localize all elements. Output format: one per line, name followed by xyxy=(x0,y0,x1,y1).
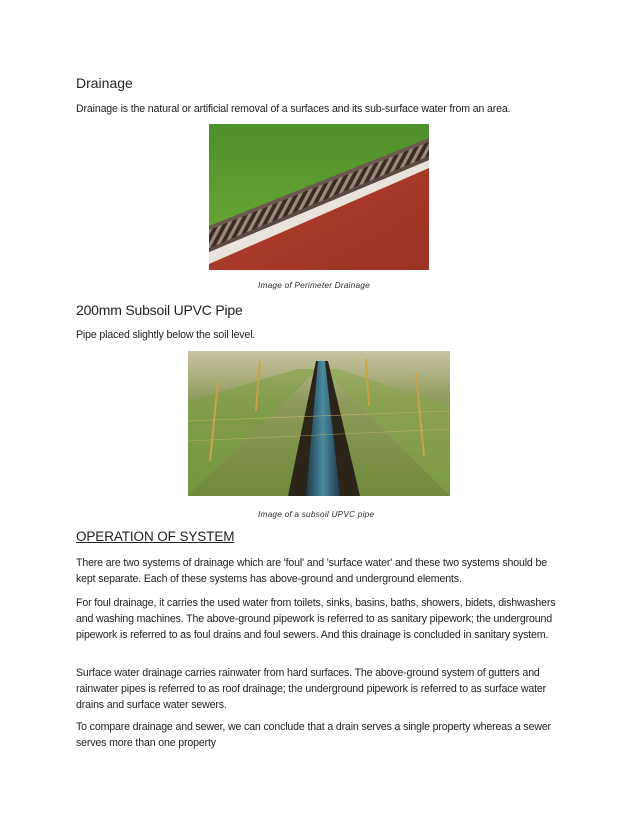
perimeter-drainage-image xyxy=(209,124,429,270)
operation-paragraph: There are two systems of drainage which are 'foul' and 'surface water' and these two systems should be kept separate. Each of these systems has above-ground and underground elements. xyxy=(76,557,547,585)
perimeter-drainage-caption: Image of Perimeter Drainage xyxy=(258,280,370,290)
operation-paragraph: Surface water drainage carries rainwater from hard surfaces. The above-ground system of gutters and rainwater pipes is referred to as roof drainage; the underground pipework is referred to as surface water drains and surface water sewers. xyxy=(76,667,547,711)
subsoil-pipe-caption: Image of a subsoil UPVC pipe xyxy=(258,509,375,519)
pipe-heading: 200mm Subsoil UPVC Pipe xyxy=(76,302,243,318)
operation-paragraph: For foul drainage, it carries the used water from toilets, sinks, basins, baths, showers, bidets, dishwashers and washing machines. The above-ground pipework is referred to as sanitary pipework; the underground pipework is referred to as foul drains and foul sewers. And this drainage is concluded in sanitary system. xyxy=(76,597,556,641)
drainage-heading: Drainage xyxy=(76,75,133,91)
subsoil-pipe-image xyxy=(188,351,450,496)
operation-heading: OPERATION OF SYSTEM xyxy=(76,529,235,544)
pipe-description: Pipe placed slightly below the soil level. xyxy=(76,329,256,341)
operation-paragraph: To compare drainage and sewer, we can conclude that a drain serves a single property whereas a sewer serves more than one property xyxy=(76,721,551,749)
drainage-description: Drainage is the natural or artificial removal of a surfaces and its sub-surface water from an area. xyxy=(76,103,511,115)
